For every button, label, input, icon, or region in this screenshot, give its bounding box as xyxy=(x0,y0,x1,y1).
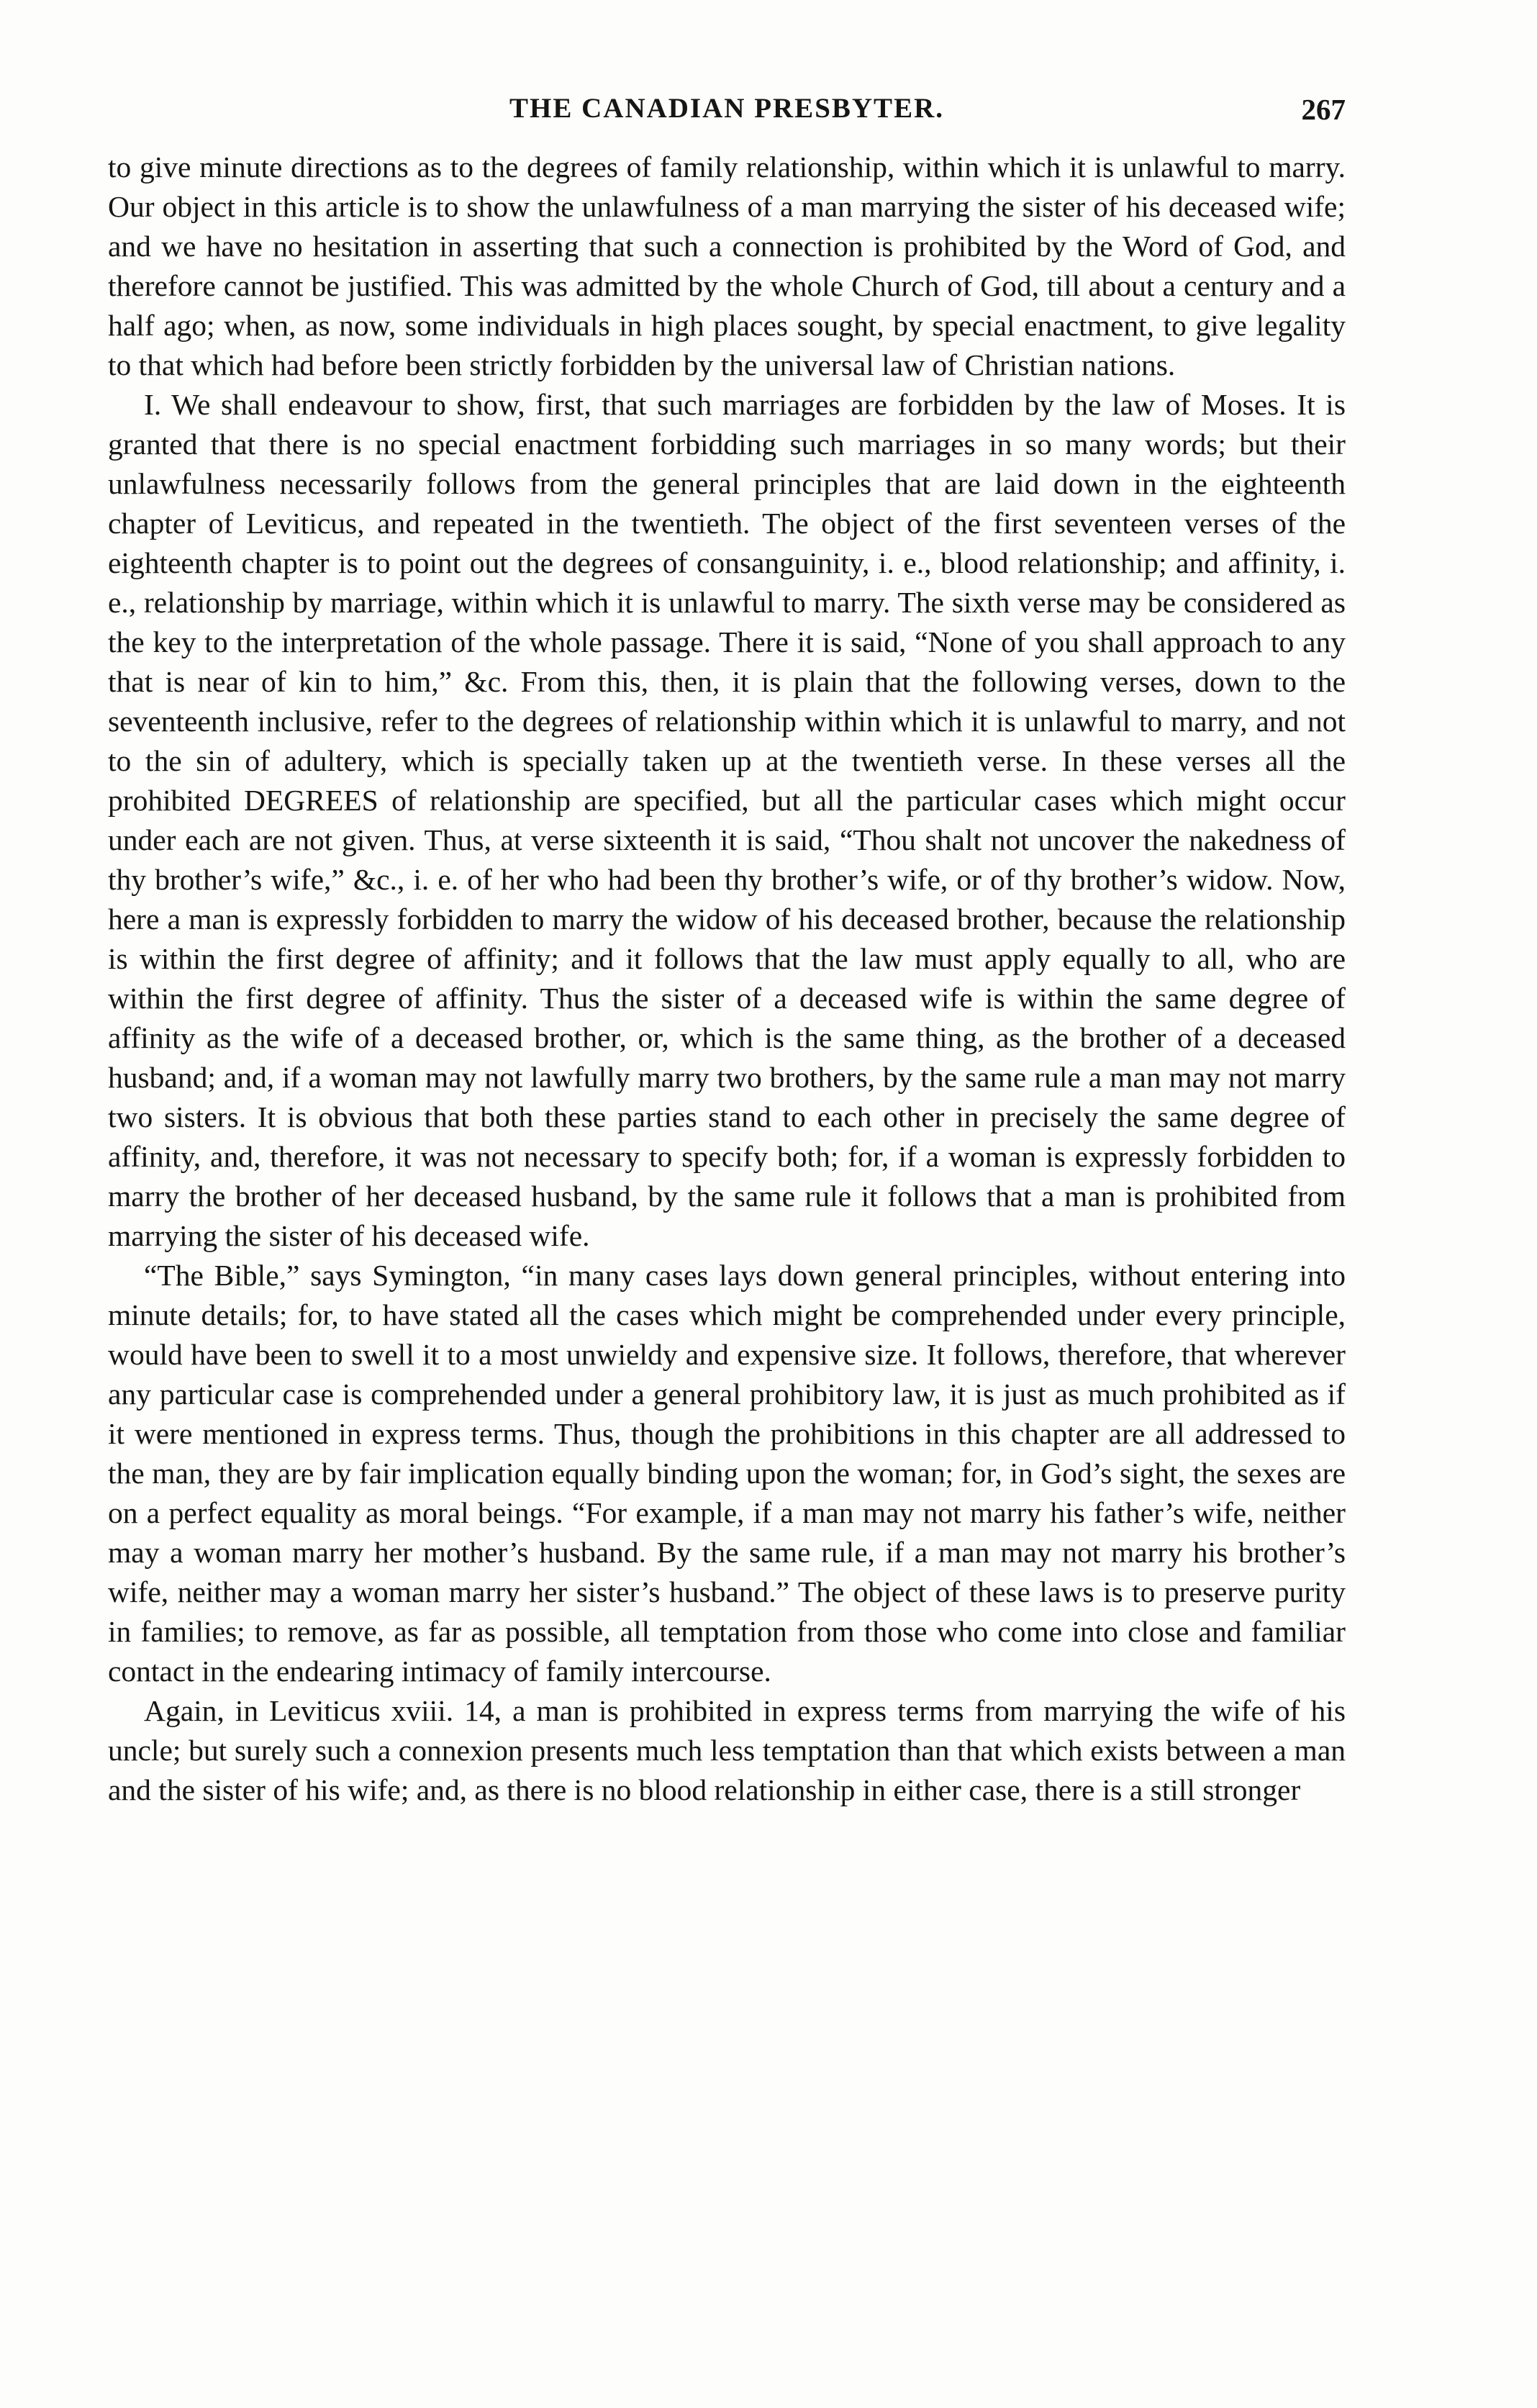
running-head xyxy=(108,92,1346,135)
paragraph-symington-quote: “The Bible,” says Symington, “in many cases lays down general principles, without entering into minute details; for, to have stated all the cases which might be comprehended under every principle, would have been to swell it to a most unwieldy and expensive size. It follows, therefore, that wherever any particular case is comprehended under a general prohibitory law, it is just as much prohibited as if it were mentioned in express terms. Thus, though the prohibitions in this chapter are all addressed to the man, they are by fair implication equally binding upon the woman; for, in God’s sight, the sexes are on a perfect equality as moral beings. “For example, if a man may not marry his father’s wife, neither may a woman marry her mother’s husband. By the same rule, if a man may not marry his brother’s wife, neither may a woman marry her sister’s husband.” The object of these laws is to preserve purity in families; to remove, as far as possible, all temptation from those who come into close and familiar contact in the endearing intimacy of family intercourse. xyxy=(108,1259,1346,1688)
page-number: 267 xyxy=(1301,93,1346,126)
paragraph-leviticus-xviii: Again, in Leviticus xviii. 14, a man is prohibited in express terms from marrying the wife of his uncle; but surely such a connexion presents much less temptation than that which exists between a man and the sister of his wife; and, as there is no blood relationship in either case, there is a still stronger xyxy=(108,1694,1346,1806)
paragraph-continuation: to give minute directions as to the degrees of family relationship, within which it is unlawful to marry. Our object in this article is to show the unlawfulness of a man marrying the sister of his deceased wife; and we have no hesitation in asserting that such a connection is prohibited by the Word of God, and therefore cannot be justified. This was admitted by the whole Church of God, till about a century and a half ago; when, as now, some individuals in high places sought, by special enactment, to give legality to that which had before been strictly forbidden by the universal law of Christian nations. xyxy=(108,150,1346,381)
running-title: THE CANADIAN PRESBYTER. xyxy=(509,93,944,124)
body-text xyxy=(108,148,1346,1810)
paragraph-mosaic-law: I. We shall endeavour to show, first, that such marriages are forbidden by the law of Moses. It is granted that there is no special enactment forbidding such marriages in so many words; but their unlawfulness necessarily follows from the general principles that are laid down in the eighteenth chapter of Leviticus, and repeated in the twentieth. The object of the first seventeen verses of the eighteenth chapter is to point out the degrees of consanguinity, i. e., blood relationship; and affinity, i. e., relationship by marriage, within which it is unlawful to marry. The sixth verse may be considered as the key to the interpretation of the whole passage. There it is said, “None of you shall approach to any that is near of kin to him,” &c. From this, then, it is plain that the following verses, down to the seventeenth inclusive, refer to the degrees of relationship within which it is unlawful to marry, and not to the sin of adultery, which is specially taken up at the twentieth verse. In these verses all the prohibited DEGREES of relationship are specified, but all the particular cases which might occur under each are not given. Thus, at verse sixteenth it is said, “Thou shalt not uncover the nakedness of thy brother’s wife,” &c., i. e. of her who had been thy brother’s wife, or of thy brother’s widow. Now, here a man is expressly forbidden to marry the widow of his deceased brother, because the relationship is within the first degree of affinity; and it follows that the law must apply equally to all, who are within the first degree of affinity. Thus the sister of a deceased wife is within the same degree of affinity as the wife of a deceased brother, or, which is the same thing, as the brother of a deceased husband; and, if a woman may not lawfully marry two brothers, by the same rule a man may not marry two sisters. It is obvious that both these parties stand to each other in precisely the same degree of affinity, and, therefore, it was not necessary to specify both; for, if a woman is expressly forbidden to marry the brother of her deceased husband, by the same rule it follows that a man is prohibited from marrying the sister of his deceased wife. xyxy=(108,388,1346,1252)
